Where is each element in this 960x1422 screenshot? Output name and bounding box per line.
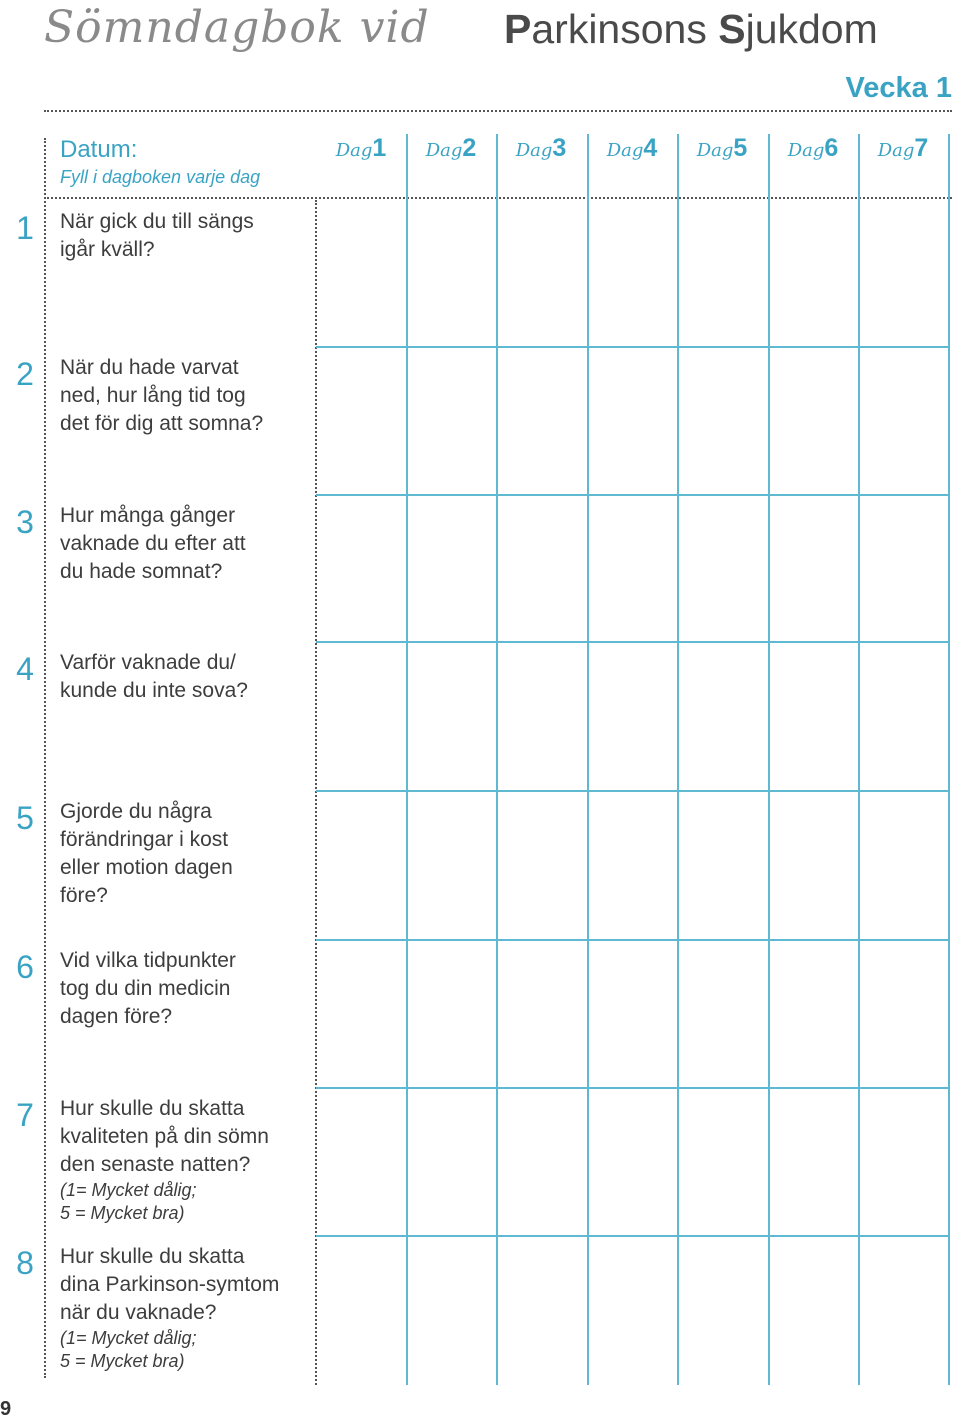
date-instruction: Fyll i dagboken varje dag (60, 167, 261, 187)
question-text: När gick du till sängs igår kväll? (60, 210, 254, 261)
top-dotted-divider (44, 110, 952, 112)
day-column-line (677, 134, 679, 1385)
day-header-label: Dag (335, 140, 373, 161)
day-header-6 (768, 134, 858, 163)
day-header-7 (858, 134, 948, 163)
question-text: Gjorde du några förändringar i kost eller motion dagen före? (60, 800, 233, 907)
week-label: Vecka 1 (845, 72, 952, 104)
question-dotted-border (315, 200, 317, 1385)
question-text: Hur många gånger vaknade du efter att du hade somnat? (60, 504, 246, 583)
question-number: 3 (16, 504, 34, 540)
row-divider-line (316, 1235, 950, 1237)
day-header-label: Dag (515, 140, 553, 161)
question-text-block (60, 947, 310, 1031)
title-main-part: Parkinsons Sjukdom (504, 6, 878, 52)
day-header-number: 3 (552, 134, 567, 162)
day-header-label: Dag (696, 140, 734, 161)
day-header-label: Dag (877, 140, 915, 161)
question-text: Varför vaknade du/ kunde du inte sova? (60, 651, 248, 702)
question-text-block (60, 354, 310, 438)
day-header-number: 5 (733, 134, 748, 162)
question-number: 4 (16, 651, 34, 687)
day-header-label: Dag (606, 140, 644, 161)
title-script-part: Sömndagbok vid (44, 2, 430, 53)
day-header-1 (316, 134, 406, 163)
question-text: Hur skulle du skatta dina Parkinson-symtom när du vaknade? (60, 1245, 280, 1324)
header-dotted-divider (44, 197, 952, 199)
day-header-3 (496, 134, 586, 163)
day-header-number: 2 (462, 134, 477, 162)
question-number: 5 (16, 800, 34, 836)
row-divider-line (316, 641, 950, 643)
day-header-number: 7 (914, 134, 929, 162)
page-number: 9 (0, 1398, 12, 1420)
question-scale-note: (1= Mycket dålig; 5 = Mycket bra) (60, 1180, 197, 1223)
day-column-line (496, 134, 498, 1385)
question-text-block (60, 1095, 310, 1225)
question-number: 8 (16, 1245, 34, 1281)
question-number: 6 (16, 949, 34, 985)
row-divider-line (316, 494, 950, 496)
day-column-line (858, 134, 860, 1385)
day-header-label: Dag (425, 140, 463, 161)
question-scale-note: (1= Mycket dålig; 5 = Mycket bra) (60, 1328, 197, 1371)
question-text-block (60, 649, 310, 705)
question-text-block (60, 798, 310, 910)
day-column-line (768, 134, 770, 1385)
row-divider-line (316, 790, 950, 792)
day-header-number: 1 (372, 134, 387, 162)
day-header-4 (587, 134, 677, 163)
row-divider-line (316, 1087, 950, 1089)
day-header-number: 4 (643, 134, 658, 162)
question-text-block (60, 208, 310, 264)
question-text: Hur skulle du skatta kvaliteten på din sömn den senaste natten? (60, 1097, 269, 1176)
question-number: 1 (16, 210, 34, 246)
question-text: När du hade varvat ned, hur lång tid tog det för dig att somna? (60, 356, 264, 435)
row-divider-line (316, 346, 950, 348)
day-header-number: 6 (824, 134, 839, 162)
day-header-5 (677, 134, 767, 163)
question-text: Vid vilka tidpunkter tog du din medicin dagen före? (60, 949, 236, 1028)
question-text-block (60, 1243, 310, 1373)
date-label: Datum: (60, 136, 138, 163)
question-number: 2 (16, 356, 34, 392)
row-divider-line (316, 939, 950, 941)
day-column-line (406, 134, 408, 1385)
day-column-line (948, 134, 950, 1385)
day-column-line (587, 134, 589, 1385)
question-text-block (60, 502, 310, 586)
left-dotted-border (44, 138, 46, 1378)
day-header-2 (406, 134, 496, 163)
question-number: 7 (16, 1097, 34, 1133)
day-header-label: Dag (787, 140, 825, 161)
